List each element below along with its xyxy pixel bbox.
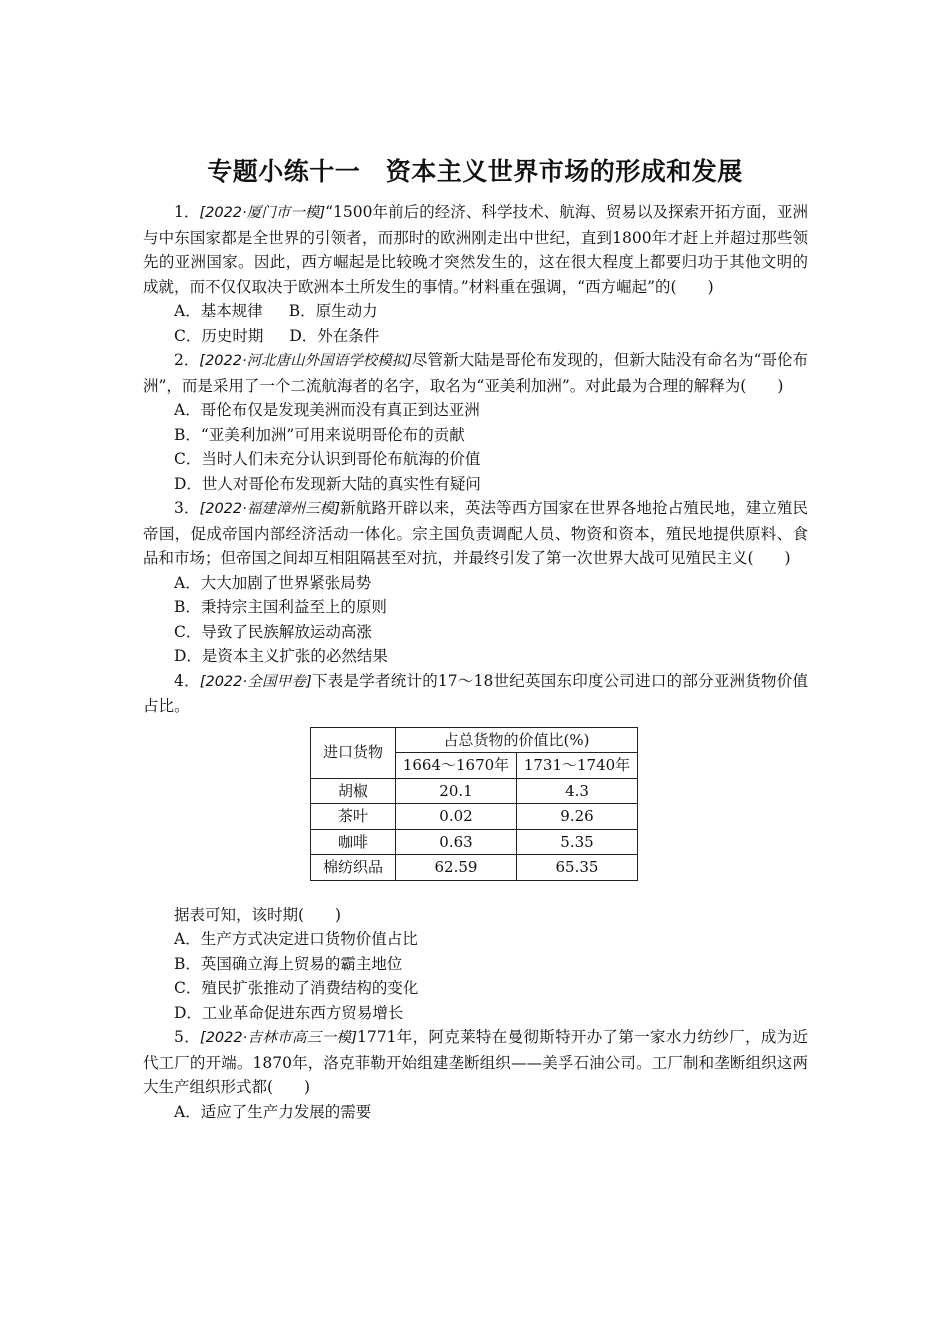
question-number: 1． (174, 203, 200, 221)
cell-goods: 棉纺织品 (311, 855, 396, 881)
cell-goods: 胡椒 (311, 778, 396, 804)
option-b: B．原生动力 (288, 302, 378, 320)
table-row (311, 804, 638, 830)
cell-period-1: 0.02 (396, 804, 517, 830)
cell-period-1: 20.1 (396, 778, 517, 804)
option-b: B．秉持宗主国利益至上的原则 (174, 598, 387, 616)
option-c: C．历史时期 (174, 326, 264, 345)
table-header-row (311, 727, 638, 753)
cell-goods: 咖啡 (311, 829, 396, 855)
cell-period-2: 4.3 (517, 778, 638, 804)
option-a: A．基本规律 (174, 302, 263, 320)
question-text: 1771年，阿克莱特在曼彻斯特开办了第一家水力纺纱厂，成为近代工厂的开端。1870年，洛克菲勒开始组建垄断组织——美孚石油公司。工厂制和垄断组织这两大生产组织形式都( ) (143, 1028, 809, 1096)
question-source: [2022·全国甲卷] (199, 673, 312, 690)
header-period-1: 1664～1670年 (396, 753, 517, 779)
question-text: 尽管新大陆是哥伦布发现的，但新大陆没有命名为“哥伦布洲”，而是采用了一个二流航海者的名字，取名为“亚美利加洲”。对此最为合理的解释为( ) (143, 351, 808, 395)
question-stem (143, 496, 808, 571)
question-number: 4． (174, 671, 200, 690)
option-c: C．当时人们未充分认识到哥伦布航海的价值 (174, 450, 481, 468)
header-period-2: 1731～1740年 (517, 753, 638, 779)
header-value-ratio: 占总货物的价值比(%) (396, 727, 638, 753)
question-number: 2． (174, 351, 200, 369)
question-text: “1500年前后的经济、科学技术、航海、贸易以及探索开拓方面，亚洲与中东国家都是全世界的引领者，而那时的欧洲刚走出中世纪，直到1800年才赶上并超过那些领先的亚洲国家。因此，西方崛起是比较晚才突然发生的，这在很大程度上都要归功于其他文明的成就，而不仅仅取决于欧洲本土所发生的事情。”材料重在强调，“西方崛起”的( ) (143, 203, 808, 296)
question-stem (143, 200, 808, 299)
table-row (311, 778, 638, 804)
cell-period-2: 5.35 (517, 829, 638, 855)
option-d: D．外在条件 (289, 326, 380, 345)
question-stem (143, 669, 808, 719)
option-a: A．适应了生产力发展的需要 (174, 1102, 372, 1121)
table-row (311, 855, 638, 881)
option-b: B．英国确立海上贸易的霸主地位 (174, 954, 403, 973)
question-stem (143, 1025, 808, 1100)
question-2 (143, 348, 808, 496)
option-row (174, 299, 808, 324)
question-list (143, 200, 808, 1124)
cell-period-2: 9.26 (517, 804, 638, 830)
cell-goods: 茶叶 (311, 804, 396, 830)
question-source: [2022·河北唐山外国语学校模拟] (199, 353, 412, 369)
option-d: D．是资本主义扩张的必然结果 (174, 647, 388, 665)
page-title: 专题小练十一 资本主义世界市场的形成和发展 (207, 157, 743, 186)
option-d: D．工业革命促进东西方贸易增长 (174, 1003, 404, 1022)
question-5 (143, 1025, 808, 1124)
option-a: A．大大加剧了世界紧张局势 (174, 573, 372, 592)
question-stem (143, 348, 808, 398)
question-source: [2022·厦门市一模] (199, 205, 326, 221)
option-a: A．哥伦布仅是发现美洲而没有真正到达亚洲 (174, 401, 480, 419)
goods-value-table (310, 727, 638, 881)
option-row (174, 324, 808, 349)
option-b: B．“亚美利加洲”可用来说明哥伦布的贡献 (174, 425, 465, 444)
option-c: C．殖民扩张推动了消费结构的变化 (174, 979, 419, 997)
question-text: 下表是学者统计的17～18世纪英国东印度公司进口的部分亚洲货物价值占比。 (143, 671, 808, 715)
question-source: [2022·福建漳州三模] (199, 501, 341, 517)
question-source: [2022·吉林市高三一模] (200, 1030, 357, 1046)
cell-period-1: 0.63 (396, 829, 517, 855)
question-3 (143, 496, 808, 669)
option-c: C．导致了民族解放运动高涨 (174, 622, 372, 641)
option-d: D．世人对哥伦布发现新大陆的真实性有疑问 (174, 474, 481, 493)
question-4 (143, 669, 808, 1026)
question-stem-continued: 据表可知，该时期( ) (174, 905, 342, 924)
cell-period-1: 62.59 (396, 855, 517, 881)
header-goods: 进口货物 (311, 727, 396, 778)
question-number: 3． (174, 499, 200, 517)
cell-period-2: 65.35 (517, 855, 638, 881)
option-a: A．生产方式决定进口货物价值占比 (174, 930, 418, 948)
question-number: 5． (174, 1028, 201, 1046)
table-row (311, 829, 638, 855)
question-1 (143, 200, 808, 348)
question-text: 新航路开辟以来，英法等西方国家在世界各地抢占殖民地，建立殖民帝国，促成帝国内部经济活动一体化。宗主国负责调配人员、物资和资本，殖民地提供原料、食品和市场；但帝国之间却互相阻隔甚至对抗，并最终引发了第一次世界大战可见殖民主义( ) (143, 499, 808, 567)
